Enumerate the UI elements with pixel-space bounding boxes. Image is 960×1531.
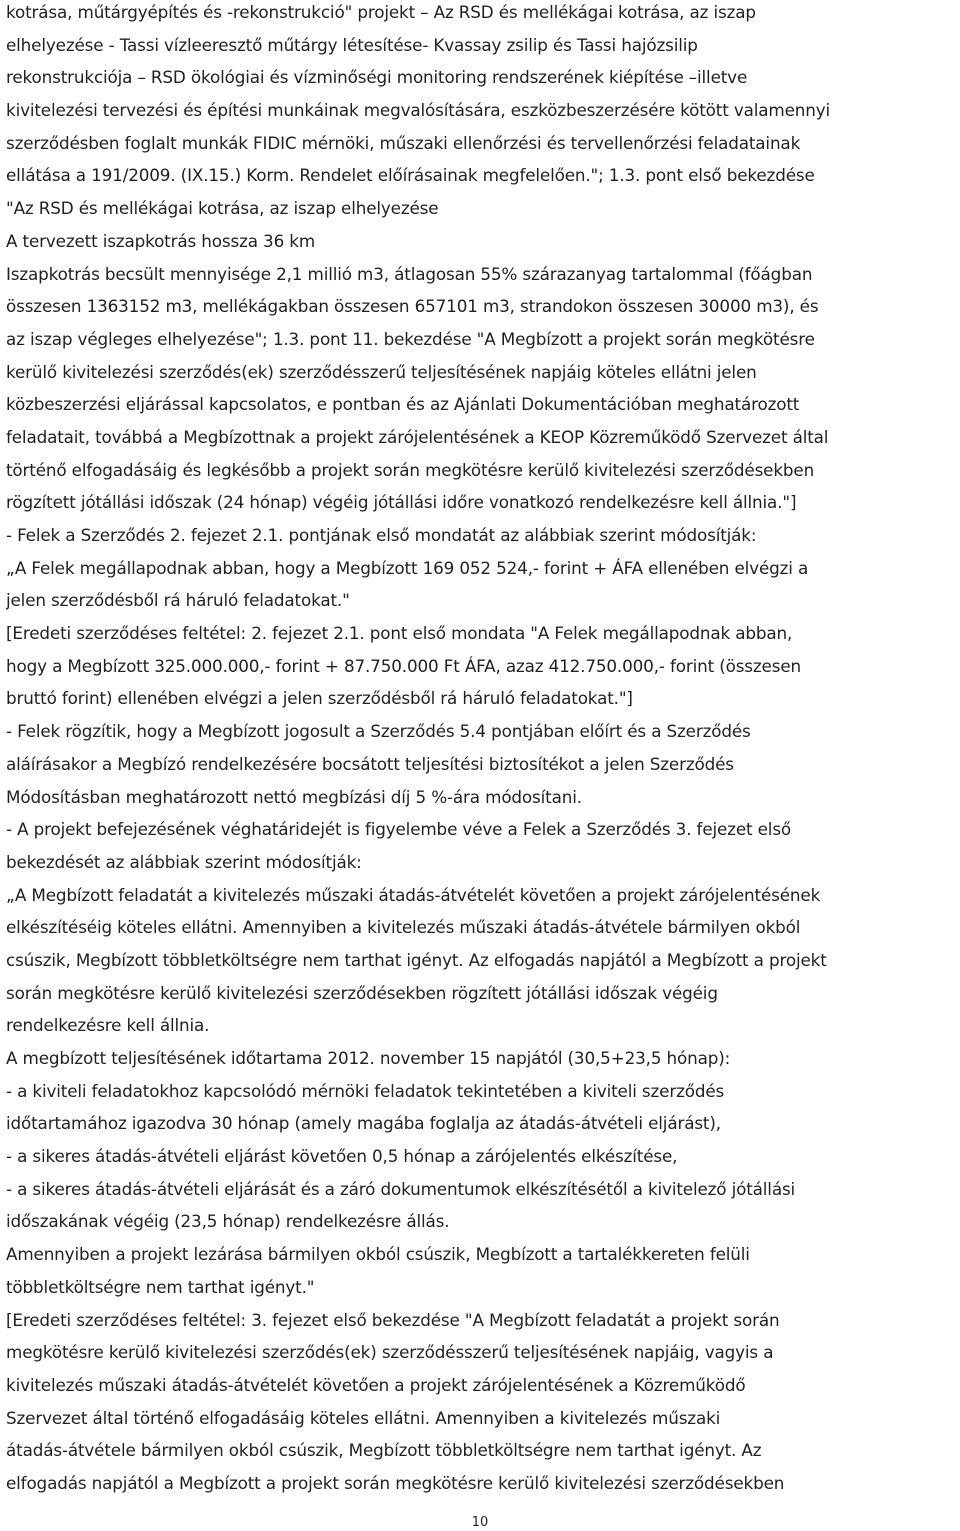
text-line: elkészítéséig köteles ellátni. Amennyiben a kivitelezés műszaki átadás-átvétele bármilyen okból — [6, 917, 801, 938]
text-line: során megkötésre kerülő kivitelezési szerződésekben rögzített jótállási időszak végéig — [6, 982, 718, 1003]
text-line: bruttó forint) ellenében elvégzi a jelen szerződésből rá háruló feladatokat."] — [6, 688, 633, 709]
text-line: ellátása a 191/2009. (IX.15.) Korm. Rendelet előírásainak megfelelően."; 1.3. pont első bekezdése — [6, 165, 815, 186]
page-number: 10 — [471, 1515, 489, 1530]
text-line: - a sikeres átadás-átvételi eljárását és a záró dokumentumok elkészítésétől a kivitelező jótállási — [6, 1178, 796, 1199]
text-line: rögzített jótállási időszak (24 hónap) végéig jótállási időre vonatkozó rendelkezésre kell állnia."] — [6, 492, 797, 513]
text-line: - A projekt befejezésének véghatáridejét is figyelembe véve a Felek a Szerződés 3. fejezet első — [6, 819, 792, 840]
text-line: történő elfogadásáig és legkésőbb a projekt során megkötésre kerülő kivitelezési szerződésekben — [6, 459, 815, 480]
text-line: az iszap végleges elhelyezése"; 1.3. pont 11. bekezdése "A Megbízott a projekt során megkötésre — [6, 328, 815, 349]
text-line: - Felek a Szerződés 2. fejezet 2.1. pontjának első mondatát az alábbiak szerint módosítják: — [6, 525, 757, 545]
text-line: - a sikeres átadás-átvételi eljárást követően 0,5 hónap a zárójelentés elkészítése, — [6, 1146, 678, 1167]
text-line: feladatait, továbbá a Megbízottnak a projekt zárójelentésének a KEOP Közreműködő Szervezet által — [6, 426, 829, 447]
text-line: Amennyiben a projekt lezárása bármilyen okból csúszik, Megbízott a tartalékkereten felüli — [6, 1244, 750, 1265]
text-line: - Felek rögzítik, hogy a Megbízott jogosult a Szerződés 5.4 pontjában előírt és a Szerződés — [6, 721, 751, 742]
text-line: Szervezet által történő elfogadásáig köteles ellátni. Amennyiben a kivitelezés műszaki — [6, 1407, 721, 1428]
text-line: A tervezett iszapkotrás hossza 36 km — [6, 230, 316, 251]
text-line: többletköltségre nem tarthat igényt." — [6, 1276, 315, 1297]
text-line: időszakának végéig (23,5 hónap) rendelkezésre állás. — [6, 1211, 450, 1232]
text-line: megkötésre kerülő kivitelezési szerződés(ek) szerződésszerű teljesítésének napjáig, vagyis a — [6, 1342, 774, 1363]
text-line: kotrása, műtárgyépítés és -rekonstrukció" projekt – Az RSD és mellékágai kotrása, az iszap — [6, 2, 756, 22]
text-line: kivitelezési tervezési és építési munkáinak megvalósítására, eszközbeszerzésére kötött valamennyi — [6, 100, 831, 121]
text-line: [Eredeti szerződéses feltétel: 2. fejezet 2.1. pont első mondata "A Felek megállapodnak abban, — [6, 623, 793, 644]
text-line: "Az RSD és mellékágai kotrása, az iszap elhelyezése — [6, 198, 439, 219]
text-line: hogy a Megbízott 325.000.000,- forint + 87.750.000 Ft ÁFA, azaz 412.750.000,- forint (összesen — [6, 655, 801, 676]
text-line: átadás-átvétele bármilyen okból csúszik, Megbízott többletköltségre nem tarthat igényt. Az — [6, 1440, 762, 1461]
text-line: „A Megbízott feladatát a kivitelezés műszaki átadás-átvételét követően a projekt zárójelentésének — [6, 884, 821, 905]
text-line: időtartamához igazodva 30 hónap (amely magába foglalja az átadás-átvételi eljárást), — [6, 1113, 721, 1134]
text-line: „A Felek megállapodnak abban, hogy a Megbízott 169 052 524,- forint + ÁFA ellenében elvégzi a — [6, 557, 809, 578]
text-line: jelen szerződésből rá háruló feladatokat." — [6, 590, 350, 611]
text-line: elfogadás napjától a Megbízott a projekt során megkötésre kerülő kivitelezési szerződésekben — [6, 1472, 785, 1493]
text-line: bekezdését az alábbiak szerint módosítják: — [6, 851, 362, 872]
text-line: elhelyezése - Tassi vízleeresztő műtárgy létesítése- Kvassay zsilip és Tassi hajózsilip — [6, 34, 698, 55]
text-line: A megbízott teljesítésének időtartama 2012. november 15 napjától (30,5+23,5 hónap): — [6, 1048, 731, 1068]
text-line: összesen 1363152 m3, mellékágakban összesen 657101 m3, strandokon összesen 30000 m3), és — [6, 296, 819, 317]
text-line: közbeszerzési eljárással kapcsolatos, e pontban és az Ajánlati Dokumentációban meghatározott — [6, 394, 800, 415]
text-line: szerződésben foglalt munkák FIDIC mérnöki, műszaki ellenőrzési és tervellenőrzési feladatainak — [6, 132, 801, 153]
text-line: rendelkezésre kell állnia. — [6, 1015, 210, 1036]
text-line: [Eredeti szerződéses feltétel: 3. fejezet első bekezdése "A Megbízott feladatát a projekt során — [6, 1309, 780, 1330]
text-line: kerülő kivitelezési szerződés(ek) szerződésszerű teljesítésének napjáig köteles ellátni jelen — [6, 361, 757, 382]
text-line: kivitelezés műszaki átadás-átvételét követően a projekt zárójelentésének a Közreműködő — [6, 1374, 746, 1395]
text-line: Iszapkotrás becsült mennyisége 2,1 millió m3, átlagosan 55% szárazanyag tartalommal (főágban — [6, 263, 813, 284]
text-line: csúszik, Megbízott többletköltségre nem tarthat igényt. Az elfogadás napjától a Megbízott a projekt — [6, 949, 827, 970]
text-line: Módosításban meghatározott nettó megbízási díj 5 %-ára módosítani. — [6, 786, 582, 807]
text-line: - a kiviteli feladatokhoz kapcsolódó mérnöki feladatok tekintetében a kiviteli szerződés — [6, 1080, 725, 1101]
text-line: aláírásakor a Megbízó rendelkezésére bocsátott teljesítési biztosítékot a jelen Szerződés — [6, 753, 734, 774]
text-line: rekonstrukciója – RSD ökológiai és vízminőségi monitoring rendszerének kiépítése –illetve — [6, 67, 748, 88]
document-body — [6, 0, 950, 1501]
